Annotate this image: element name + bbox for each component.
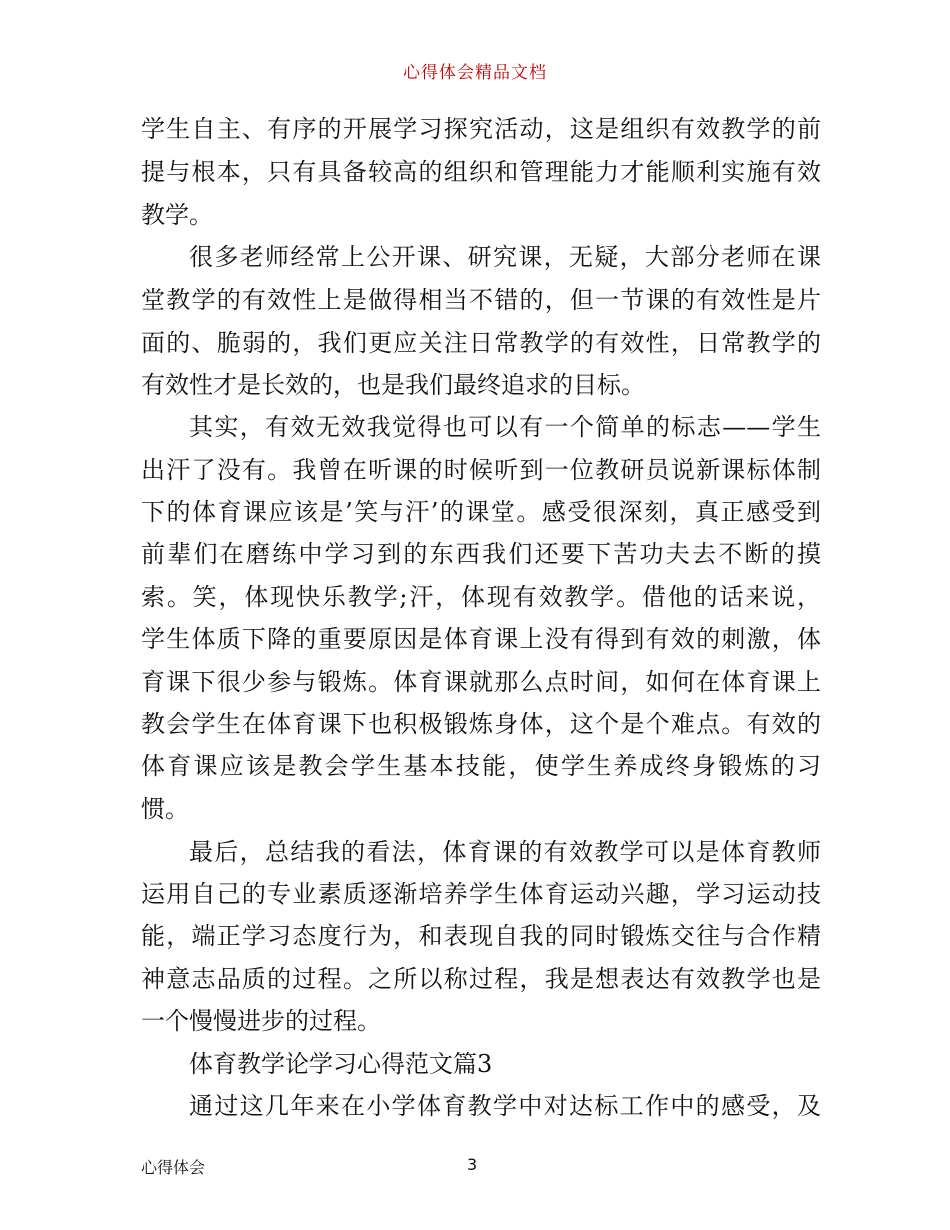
text-line: 提与根本，只有具备较高的组织和管理能力才能顺利实施有效 [141, 158, 821, 186]
text-line: 教学。 [141, 201, 213, 229]
text-line: 面的、脆弱的，我们更应关注日常教学的有效性，日常教学的 [141, 329, 821, 357]
text-line: 出汗了没有。我曾在听课的时候听到一位教研员说新课标体制 [141, 456, 821, 484]
text-line: 惯。 [141, 795, 189, 823]
text-line: 教会学生在体育课下也积极锻炼身体，这个是个难点。有效的 [141, 710, 821, 738]
page-number: 3 [467, 1155, 478, 1174]
section-heading: 体育教学论学习心得范文篇3 [189, 1050, 493, 1078]
text-line: 育课下很少参与锻炼。体育课就那么点时间，如何在体育课上 [141, 668, 821, 696]
text-line: 体育课应该是教会学生基本技能，使学生养成终身锻炼的习 [141, 752, 821, 780]
text-line: 前辈们在磨练中学习到的东西我们还要下苦功夫去不断的摸 [141, 540, 821, 568]
text-line: 下的体育课应该是’笑与汗’的课堂。感受很深刻，真正感受到 [141, 498, 821, 526]
text-line: 堂教学的有效性上是做得相当不错的，但一节课的有效性是片 [141, 286, 821, 314]
text-line: 其实，有效无效我觉得也可以有一个简单的标志——学生 [189, 413, 821, 441]
page-header-title: 心得体会精品文档 [403, 63, 547, 83]
text-line: 很多老师经常上公开课、研究课，无疑，大部分老师在课 [189, 243, 821, 271]
text-line: 学生自主、有序的开展学习探究活动，这是组织有效教学的前 [141, 115, 821, 143]
text-line: 一个慢慢进步的过程。 [141, 1007, 381, 1035]
text-line: 神意志品质的过程。之所以称过程，我是想表达有效教学也是 [141, 965, 821, 993]
text-line: 运用自己的专业素质逐渐培养学生体育运动兴趣，学习运动技 [141, 880, 821, 908]
text-line: 能，端正学习态度行为，和表现自我的同时锻炼交往与合作精 [141, 922, 821, 950]
footer-label: 心得体会 [141, 1158, 206, 1177]
text-line: 有效性才是长效的，也是我们最终追求的目标。 [141, 371, 645, 399]
text-line: 学生体质下降的重要原因是体育课上没有得到有效的刺激，体 [141, 625, 821, 653]
text-line: 最后，总结我的看法，体育课的有效教学可以是体育教师 [189, 838, 821, 866]
text-line: 索。笑，体现快乐教学;汗，体现有效教学。借他的话来说， [141, 583, 821, 611]
text-line: 通过这几年来在小学体育教学中对达标工作中的感受，及 [189, 1092, 821, 1120]
